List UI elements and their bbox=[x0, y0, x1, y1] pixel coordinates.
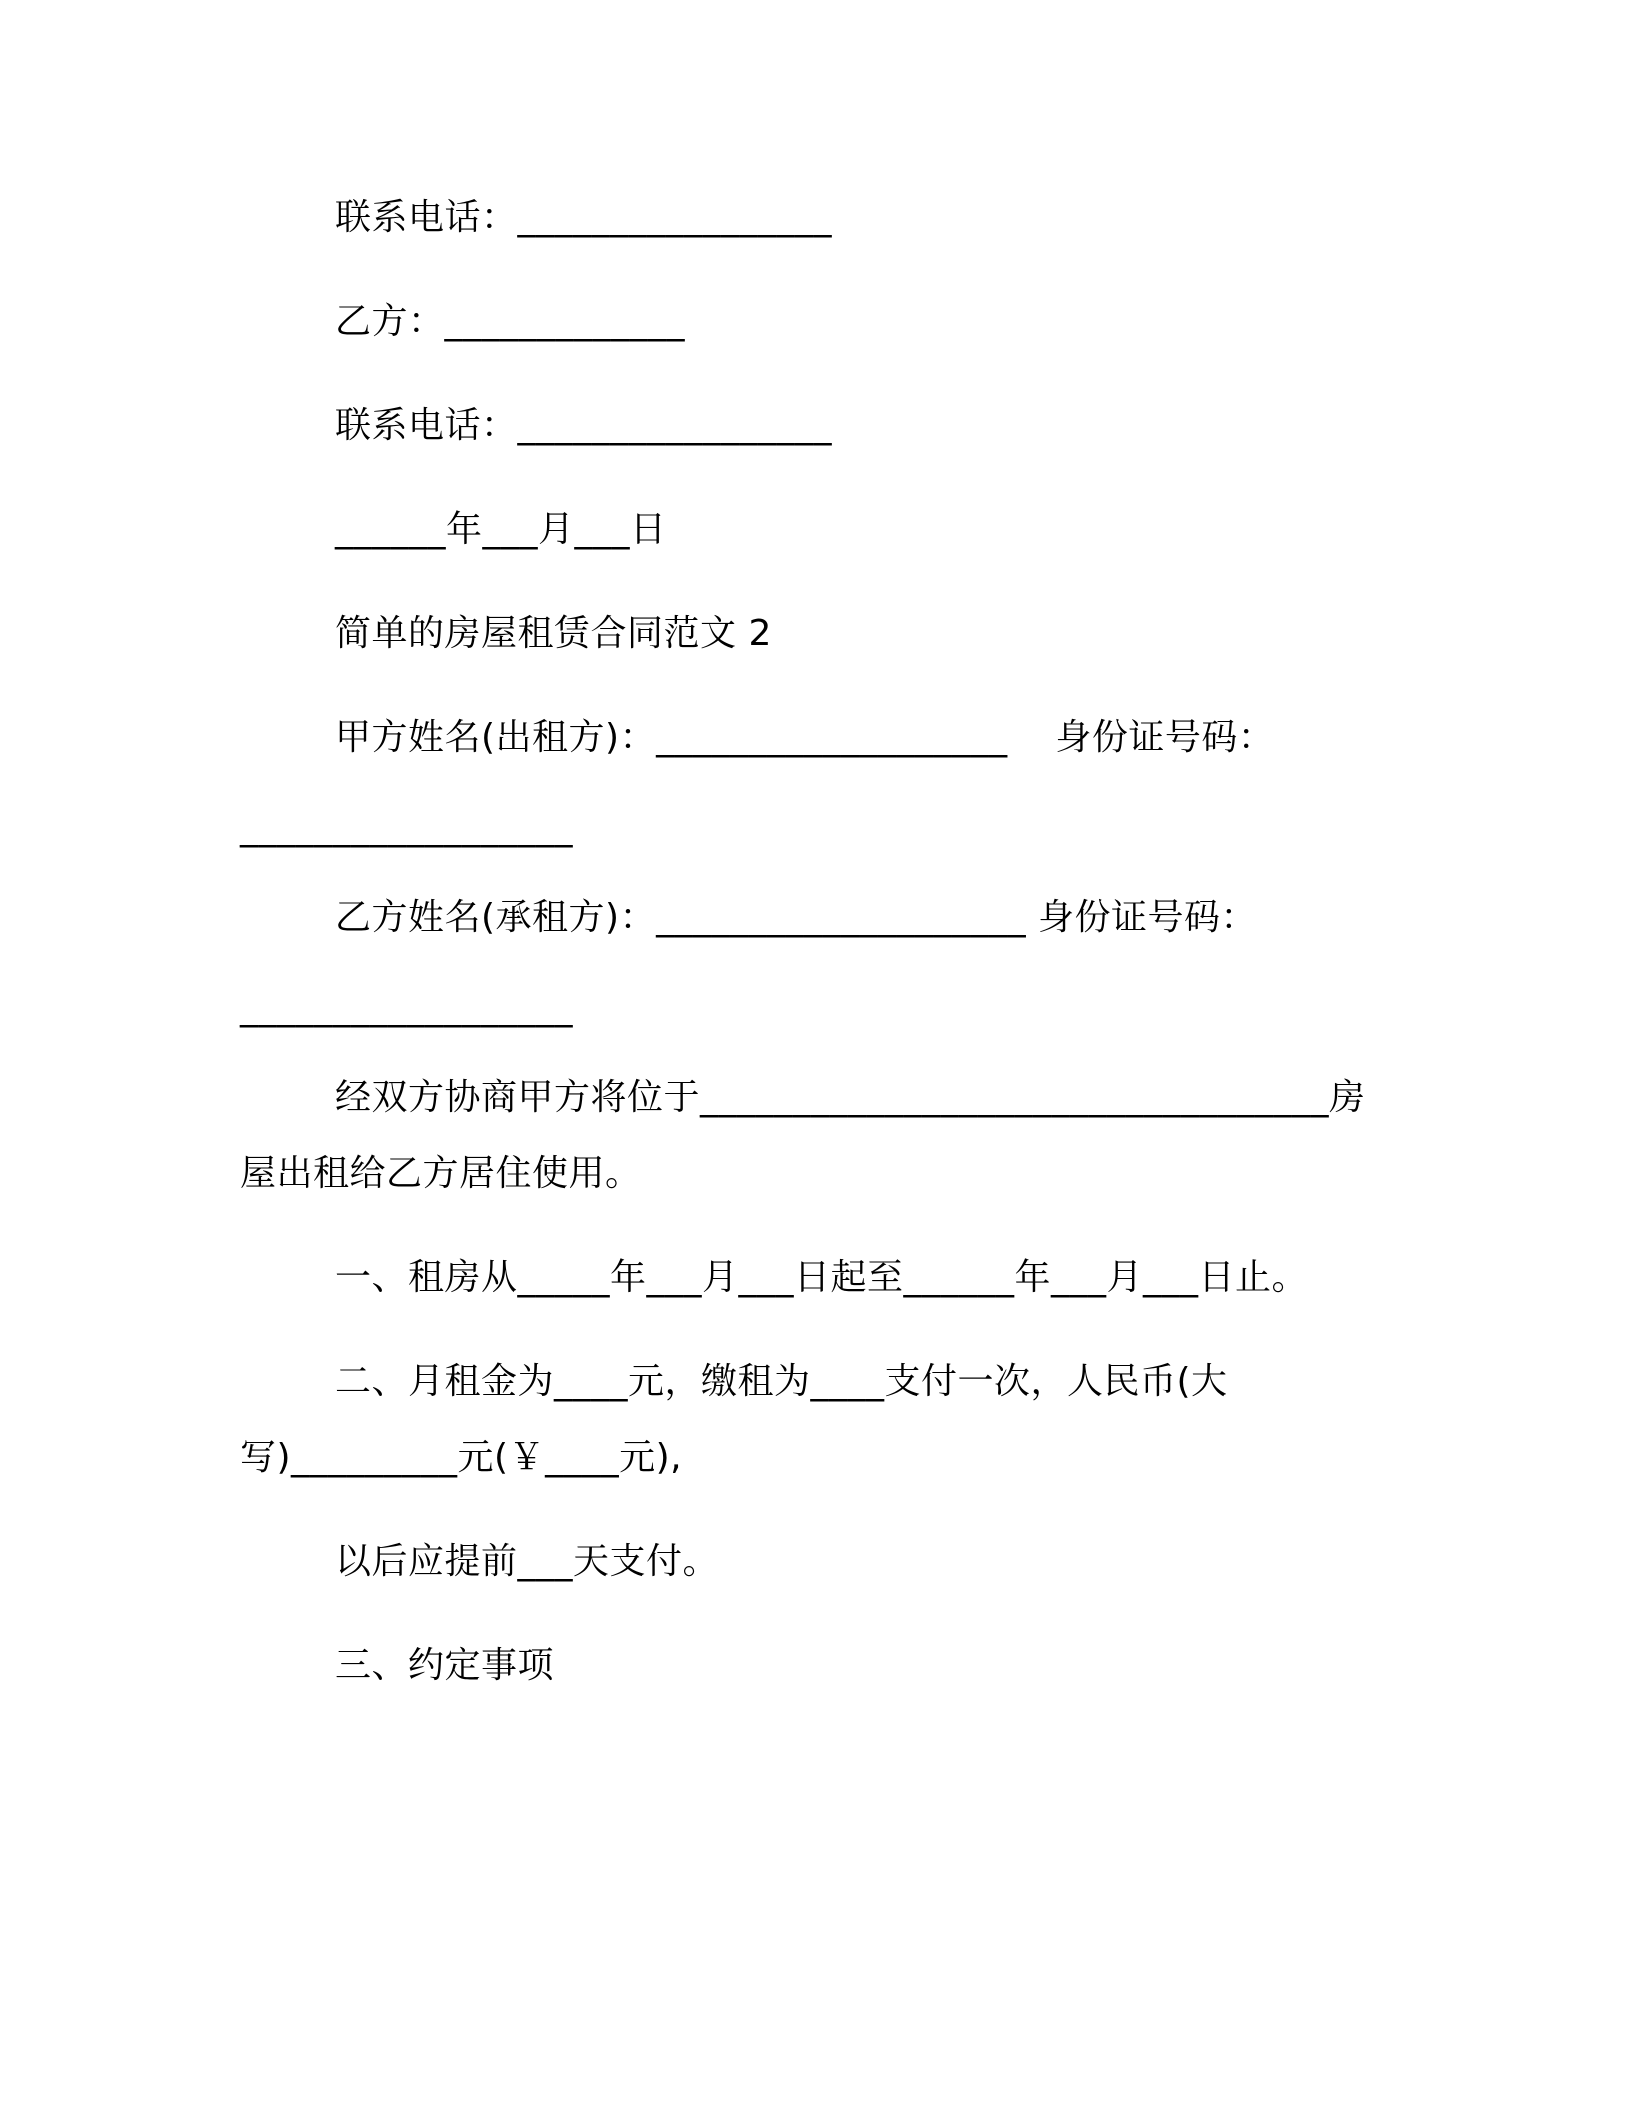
clause-2-amount: 写)_________元(￥____元), bbox=[240, 1437, 683, 1478]
party-a-phone-line: 联系电话：_________________ bbox=[335, 197, 833, 238]
date-line: ______年___月___日 bbox=[335, 509, 667, 550]
landlord-name-line: 甲方姓名(出租方)：___________________ 身份证号码： bbox=[335, 717, 1275, 758]
property-use-line: 屋出租给乙方居住使用。 bbox=[240, 1153, 642, 1194]
section-title: 简单的房屋租赁合同范文 2 bbox=[335, 613, 772, 654]
property-location-line: 经双方协商甲方将位于__________________________________房 bbox=[335, 1077, 1366, 1118]
clause-3-heading: 三、约定事项 bbox=[335, 1645, 555, 1686]
party-b-line: 乙方：_____________ bbox=[335, 301, 686, 342]
tenant-id-blank: __________________ bbox=[240, 987, 573, 1028]
party-b-phone-line: 联系电话：_________________ bbox=[335, 405, 833, 446]
clause-2-advance: 以后应提前___天支付。 bbox=[335, 1541, 720, 1582]
landlord-id-blank: __________________ bbox=[240, 807, 573, 848]
clause-2-rent: 二、月租金为____元，缴租为____支付一次，人民币(大 bbox=[335, 1361, 1228, 1402]
clause-1-term: 一、租房从_____年___月___日起至______年___月___日止。 bbox=[335, 1257, 1309, 1298]
tenant-name-line: 乙方姓名(承租方)：____________________ 身份证号码： bbox=[335, 897, 1258, 938]
